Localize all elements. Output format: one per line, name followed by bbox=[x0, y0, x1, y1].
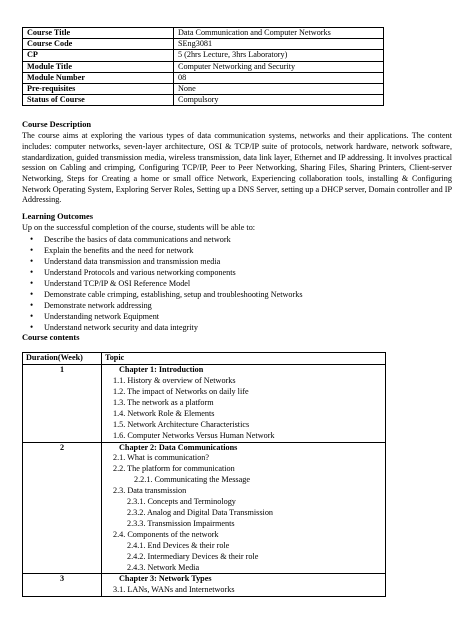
info-value: Compulsory bbox=[174, 95, 384, 106]
info-row bbox=[23, 84, 384, 95]
topic-item: 2.3. Data transmission bbox=[113, 486, 187, 496]
week-number: 1 bbox=[23, 365, 102, 442]
topic-item: 1.1. History & overview of Networks bbox=[113, 376, 236, 386]
course-description-section bbox=[22, 120, 452, 206]
week-topics bbox=[102, 574, 386, 597]
learning-outcomes-intro: Up on the successful completion of the course, students will be able to: bbox=[22, 222, 256, 232]
topic-item: 1.6. Computer Networks Versus Human Network bbox=[113, 430, 275, 440]
info-key: Course Code bbox=[23, 39, 174, 50]
info-key: Module Number bbox=[23, 72, 174, 83]
topic-item: 1.4. Network Role & Elements bbox=[113, 408, 215, 418]
info-value: 08 bbox=[174, 72, 384, 83]
learning-outcome-item: • Understanding network Equipment bbox=[44, 311, 452, 322]
topic-item: 2.3.3. Transmission Impairments bbox=[127, 518, 235, 528]
learning-outcome-item: • Explain the benefits and the need for network bbox=[44, 245, 452, 256]
topic-item: 2.2.1. Communicating the Message bbox=[134, 475, 250, 485]
topic-item: 1.5. Network Architecture Characteristics bbox=[113, 419, 250, 429]
info-value: 5 (2hrs Lecture, 3hrs Laboratory) bbox=[174, 50, 384, 61]
week-row bbox=[23, 442, 386, 574]
info-key: Status of Course bbox=[23, 95, 174, 106]
course-info-table bbox=[22, 27, 384, 106]
topic-item: 2.4. Components of the network bbox=[113, 529, 219, 539]
chapter-title: Chapter 1: Introduction bbox=[119, 365, 204, 375]
document-page bbox=[22, 27, 452, 597]
topic-item: 2.4.2. Intermediary Devices & their role bbox=[127, 551, 259, 561]
topic-item: 1.3. The network as a platform bbox=[113, 397, 214, 407]
info-row bbox=[23, 95, 384, 106]
week-row bbox=[23, 365, 386, 442]
week-number: 2 bbox=[23, 442, 102, 574]
learning-outcome-item: • Demonstrate network addressing bbox=[44, 300, 452, 311]
topic-item: 2.4.1. End Devices & their role bbox=[127, 540, 230, 550]
info-key: Course Title bbox=[23, 28, 174, 39]
topic-item: 2.3.2. Analog and Digital Data Transmission bbox=[127, 507, 274, 517]
learning-outcome-item: • Understand TCP/IP & OSI Reference Model bbox=[44, 278, 452, 289]
course-contents-heading: Course contents bbox=[22, 333, 80, 343]
info-row bbox=[23, 72, 384, 83]
learning-outcomes-section bbox=[22, 212, 452, 344]
chapter-title: Chapter 3: Network Types bbox=[119, 574, 212, 584]
learning-outcome-item: • Understand network security and data integrity bbox=[44, 322, 452, 333]
week-topics bbox=[102, 365, 386, 442]
info-value: Data Communication and Computer Networks bbox=[174, 28, 384, 39]
duration-column-header: Duration(Week) bbox=[23, 353, 102, 365]
info-value: SEng3081 bbox=[174, 39, 384, 50]
learning-outcome-item: • Understand Protocols and various networking components bbox=[44, 267, 452, 278]
info-key: Pre-requisites bbox=[23, 84, 174, 95]
learning-outcome-item: • Understand data transmission and transmission media bbox=[44, 256, 452, 267]
topic-item: 2.1. What is communication? bbox=[113, 453, 210, 463]
topic-item: 2.3.1. Concepts and Terminology bbox=[127, 497, 236, 507]
course-description-text: The course aims at exploring the various types of data communication systems, networks and their applications. The content includes: computer networks, seven-layer architecture, OSI & TCP/IP suite of protocols, network hardware, network software, standardization, guided transmission media, wireless transmission, data link layer, Ethernet and IP addressing. It involves practical session on Cabling and crimping, Configuring TCP/IP, Peer to Peer Networking, Sharing Files, Sharing Printers, Client-server Networking, Steps for Creating a home or small office Network, Experiencing collaboration tools, installing & Configuring Network Operating System, Exploring Server Roles, Setting up a DNS Server, setting up a DHCP server, Domain controller and IP Addressing. bbox=[22, 131, 452, 205]
info-value: Computer Networking and Security bbox=[174, 61, 384, 72]
info-row bbox=[23, 61, 384, 72]
topic-item: 1.2. The impact of Networks on daily life bbox=[113, 387, 249, 396]
course-contents-header-row bbox=[23, 353, 386, 365]
info-row bbox=[23, 50, 384, 61]
topic-item: 3.1. LANs, WANs and Internetworks bbox=[113, 585, 235, 595]
info-row bbox=[23, 39, 384, 50]
learning-outcomes-heading: Learning Outcomes bbox=[22, 211, 93, 221]
week-number: 3 bbox=[23, 574, 102, 597]
week-topics bbox=[102, 442, 386, 574]
topic-item: 2.2. The platform for communication bbox=[113, 464, 235, 474]
info-key: CP bbox=[23, 50, 174, 61]
info-key: Module Title bbox=[23, 61, 174, 72]
topic-column-header: Topic bbox=[102, 353, 386, 365]
week-row bbox=[23, 574, 386, 597]
learning-outcomes-list bbox=[22, 234, 452, 334]
learning-outcome-item: • Demonstrate cable crimping, establishing, setup and troubleshooting Networks bbox=[44, 289, 452, 300]
info-value: None bbox=[174, 84, 384, 95]
learning-outcome-item: • Describe the basics of data communications and network bbox=[44, 234, 452, 245]
info-row bbox=[23, 28, 384, 39]
course-description-heading: Course Description bbox=[22, 120, 92, 130]
course-contents-table bbox=[22, 352, 386, 597]
chapter-title: Chapter 2: Data Communications bbox=[119, 442, 238, 452]
topic-item: 2.4.3. Network Media bbox=[127, 562, 200, 572]
